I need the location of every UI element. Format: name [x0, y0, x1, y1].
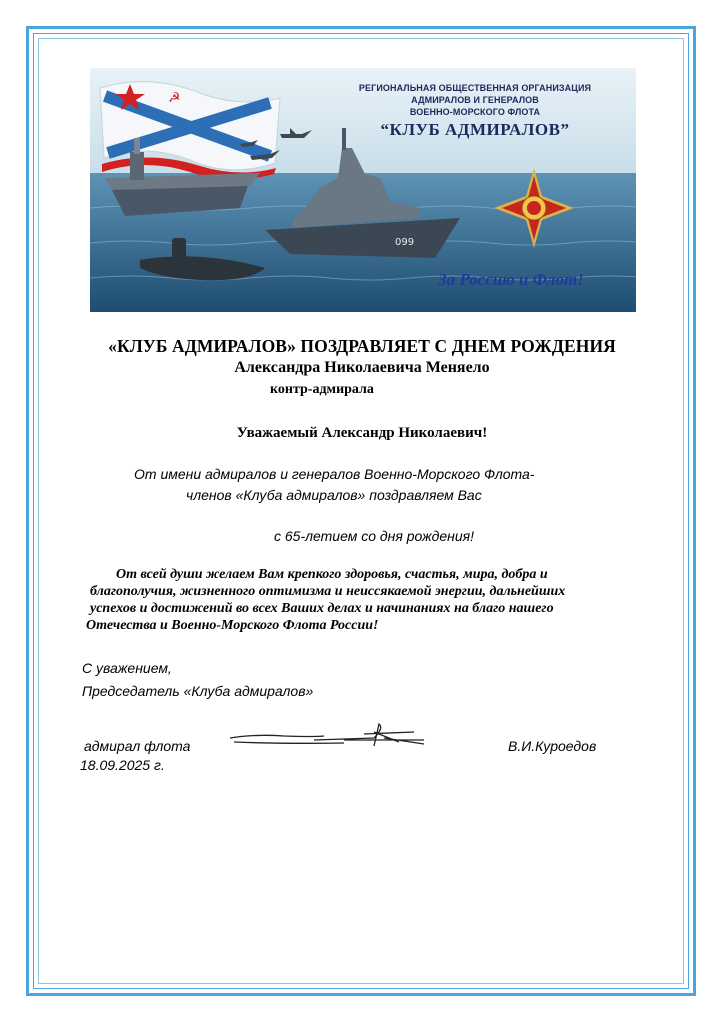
- banner-motto: За Россию и Флот!: [438, 270, 584, 289]
- signer-role: Председатель «Клуба адмиралов»: [82, 683, 314, 699]
- recipient-name: Александра Николаевича Меняело: [234, 359, 490, 376]
- signer-rank: адмирал флота: [84, 738, 191, 754]
- header-banner: [90, 68, 636, 312]
- organization-title: РЕГИОНАЛЬНАЯ ОБЩЕСТВЕННАЯ ОРГАНИЗАЦИЯ АДМИРАЛОВ И ГЕНЕРАЛОВ ВОЕННО-МОРСКОГО ФЛОТА “КЛУБ АДМИРАЛОВ”: [320, 82, 630, 140]
- signer-name: В.И.Куроедов: [508, 738, 597, 754]
- svg-text:099: 099: [395, 237, 415, 248]
- intro-line-1: От имени адмиралов и генералов Военно-Морского Флота-: [134, 466, 535, 482]
- occasion-line: с 65-летием со дня рождения!: [274, 528, 474, 544]
- letter-date: 18.09.2025 г.: [80, 757, 165, 773]
- greeting: Уважаемый Александр Николаевич!: [236, 425, 488, 441]
- wishes-line: успехов и достижений во всех Ваших делах и начинаниях на благо нашего: [90, 601, 554, 616]
- wishes-line: Отечества и Военно-Морского Флота России!: [86, 618, 379, 633]
- handwritten-signature: [224, 718, 430, 750]
- recipient-rank: контр-адмирала: [270, 382, 374, 397]
- wishes-line: От всей души желаем Вам крепкого здоровья, счастья, мира, добра и: [116, 567, 548, 582]
- svg-text:☭: ☭: [168, 90, 181, 106]
- intro-line-2: членов «Клуба адмиралов» поздравляем Вас: [186, 487, 482, 503]
- letter-headline: «КЛУБ АДМИРАЛОВ» ПОЗДРАВЛЯЕТ С ДНЕМ РОЖДЕНИЯ: [108, 336, 616, 356]
- wishes-line: благополучия, жизненного оптимизма и неиссякаемой энергии, дальнейших: [90, 584, 566, 599]
- wishes-paragraph: [86, 566, 650, 634]
- club-name: “КЛУБ АДМИРАЛОВ”: [380, 120, 570, 139]
- closing: С уважением,: [82, 660, 172, 676]
